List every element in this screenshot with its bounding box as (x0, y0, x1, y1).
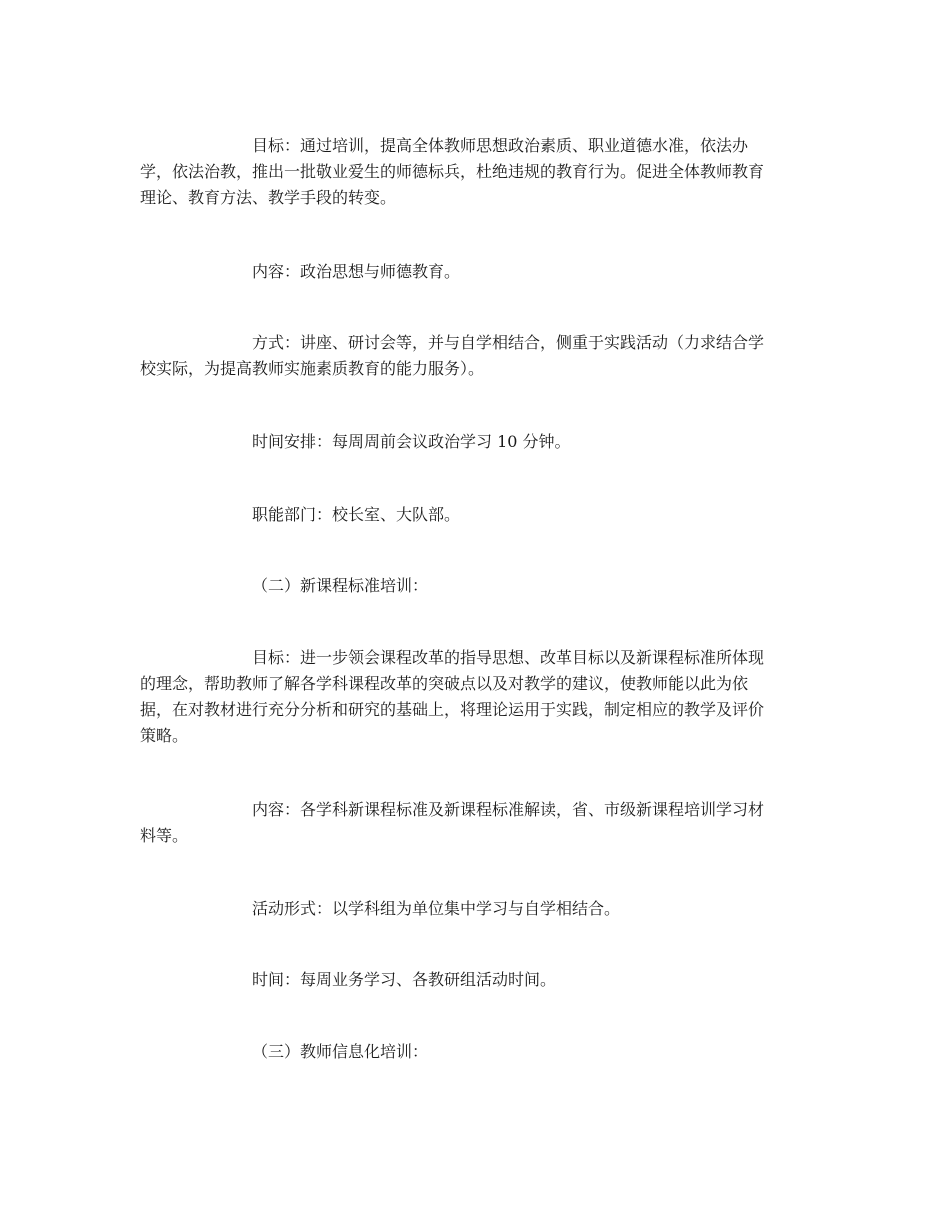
paragraph-content-2 (140, 797, 812, 849)
paragraph-time-2: 时间：每周业务学习、各教研组活动时间。 (252, 970, 557, 989)
paragraph-goal-1 (140, 133, 812, 211)
paragraph-line: 目标：进一步领会课程改革的指导思想、改革目标以及新课程标准所体现 (252, 648, 765, 667)
paragraph-goal-2 (140, 645, 812, 749)
paragraph-line: 策略。 (140, 726, 189, 745)
paragraph-line: 内容：各学科新课程标准及新课程标准解读，省、市级新课程培训学习材 (252, 800, 765, 819)
paragraph-line: 方式：讲座、研讨会等，并与自学相结合，侧重于实践活动（力求结合学 (252, 333, 765, 352)
paragraph-line: 理论、教育方法、教学手段的转变。 (140, 188, 397, 207)
section-heading-2: （二）新课程标准培训： (252, 576, 429, 595)
paragraph-schedule-1: 时间安排：每周周前会议政治学习 10 分钟。 (252, 432, 571, 451)
paragraph-line: 据，在对教材进行充分分析和研究的基础上，将理论运用于实践，制定相应的教学及评价 (140, 700, 765, 719)
paragraph-line: 学，依法治教，推出一批敬业爱生的师德标兵，杜绝违规的教育行为。促进全体教师教育 (140, 162, 765, 181)
paragraph-activity-form: 活动形式：以学科组为单位集中学习与自学相结合。 (252, 899, 621, 918)
paragraph-line: 料等。 (140, 826, 189, 845)
paragraph-line: 的理念，帮助教师了解各学科课程改革的突破点以及对教学的建议，使教师能以此为依 (140, 674, 749, 693)
paragraph-line: 目标：通过培训，提高全体教师思想政治素质、职业道德水准，依法办 (252, 136, 749, 155)
paragraph-line: 校实际，为提高教师实施素质教育的能力服务）。 (140, 359, 485, 378)
paragraph-content-1: 内容：政治思想与师德教育。 (252, 262, 461, 281)
paragraph-department-1: 职能部门：校长室、大队部。 (252, 505, 461, 524)
paragraph-method-1 (140, 330, 812, 382)
section-heading-3: （三）教师信息化培训： (252, 1042, 429, 1061)
